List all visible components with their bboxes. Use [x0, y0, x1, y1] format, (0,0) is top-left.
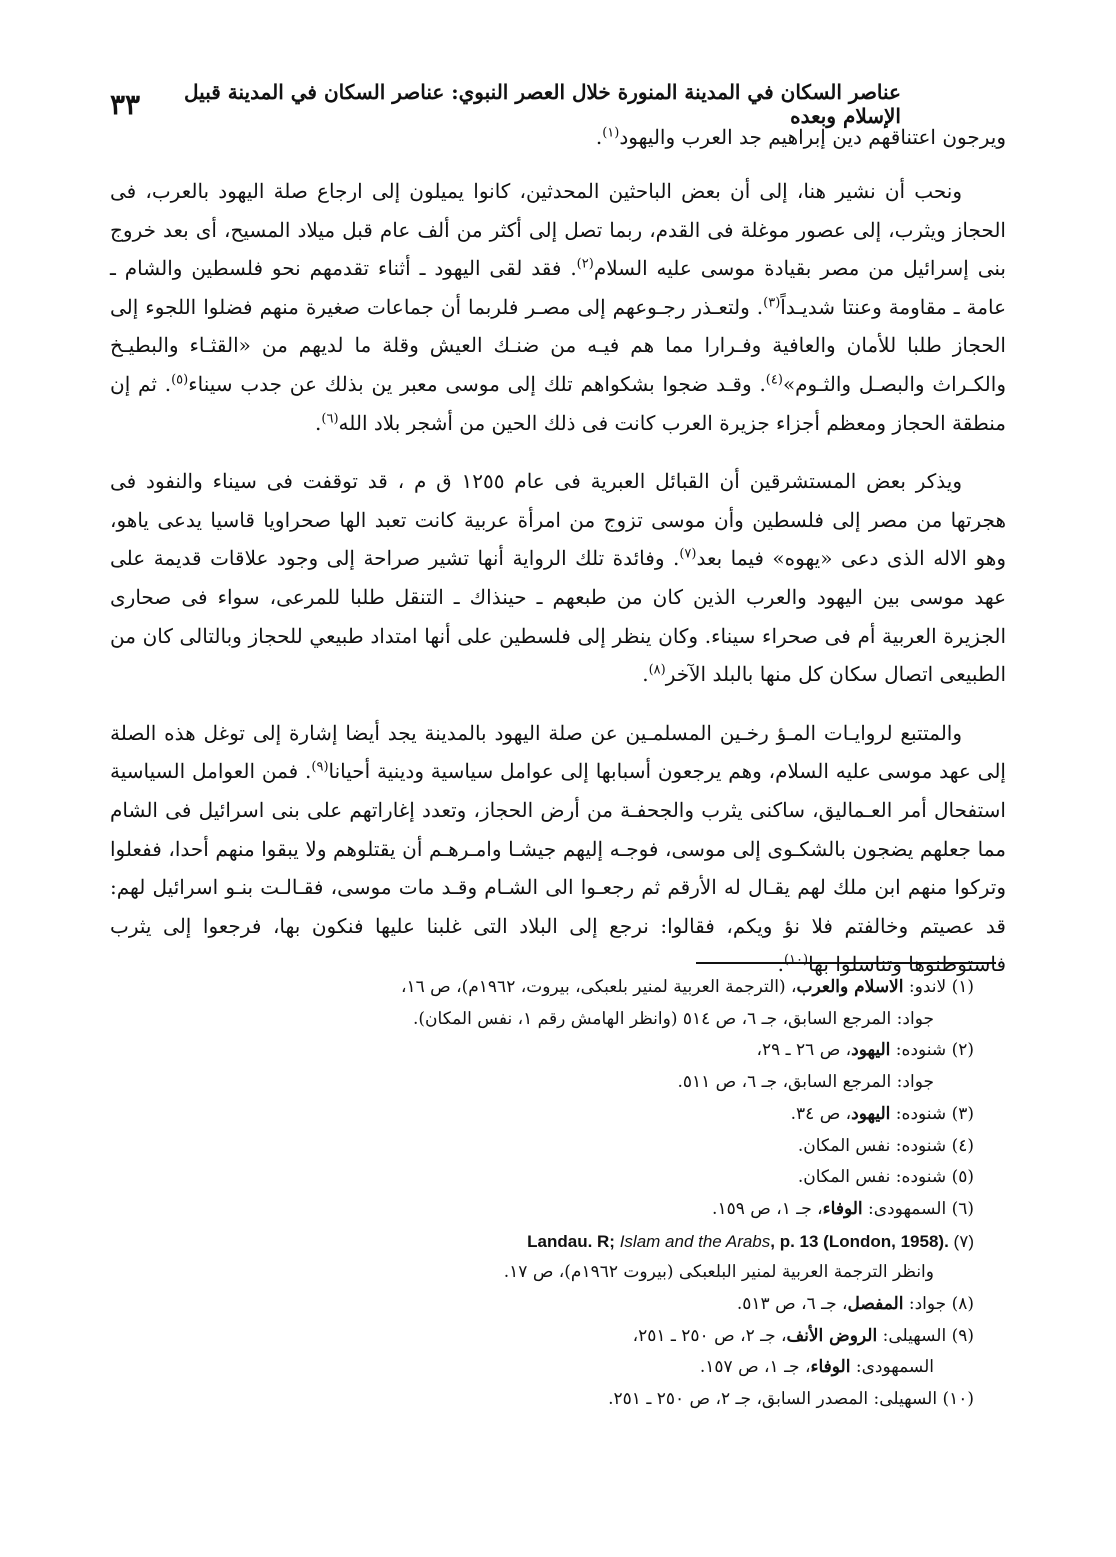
carry-text: ويرجون اعتناقهم دين إبراهيم جد العرب واليهود — [619, 125, 1006, 149]
footnotes — [130, 972, 974, 1416]
paragraph-text: . — [777, 952, 784, 977]
paragraph-text: . وفائدة تلك الرواية أنها تشير صراحة إلى وجود علاقات قديمة على عهد موسى بين اليهود والعرب الذين كان من طبعهم ـ حينذاك ـ التنقل طلبا للمرعى، سواء فى صحارى الجزيرة العربية أم فى صحراء سيناء. وكان ينظر إلى فلسطين على أنها امتداد طبيعي للحجاز وبالتالى كان من الطبيعى اتصال سكان كل منها بالبلد الآخر — [110, 546, 1007, 687]
footnote — [130, 1321, 974, 1353]
footnote-text: ، ص ٣٤. — [790, 1103, 852, 1124]
footnote — [130, 1099, 974, 1131]
footnote-work-title: المفصل — [847, 1294, 904, 1315]
footnote-text: جواد: المرجع السابق، جـ ٦، ص ٥١٤ (وانظر الهامش رقم ١، نفس المكان). — [413, 1008, 934, 1029]
paragraph-text: ويذكر بعض المستشرقين أن القبائل العبرية فى عام ١٢٥٥ ق م ، قد توقفت فى سيناء والنفود فى هجرتها من مصر إلى فلسطين وأن موسى تزوج من امرأة عربية كانت تعبد الها صحراويا قاسيا يدعى ياهو، وهو الاله الذى دعى «يهوه» فيما بعد — [110, 469, 1007, 571]
footnote-ref: (٨) — [648, 662, 666, 678]
footnote-ref: (٦) — [321, 410, 339, 426]
footnote — [130, 1162, 974, 1194]
footnote-title: Islam and the Arabs — [619, 1231, 771, 1251]
footnote-text: (٢) شنوده: — [890, 1040, 974, 1061]
footnote — [130, 1131, 974, 1163]
footnote-ref: (٥) — [171, 372, 189, 388]
footnote — [130, 1226, 974, 1258]
paragraph-text: . وقـد ضجوا بشكواهم تلك إلى موسى معبر ين بذلك عن جدب سيناء — [188, 371, 766, 396]
footnote-text: جواد: المرجع السابق، جـ ٦، ص ٥١١. — [677, 1072, 934, 1093]
page-header — [110, 80, 901, 128]
footnote — [130, 1384, 974, 1416]
carry-end: . — [595, 125, 603, 149]
footnote-ref: (١٠) — [783, 952, 809, 968]
footnote-separator — [696, 962, 996, 964]
footnote-text: (٨) جواد: — [903, 1294, 974, 1315]
footnote — [130, 1194, 974, 1226]
paragraph-text: والمتتبع لروايـات المـؤ رخـين المسلمـين عن صلة اليهود بالمدينة يجد أيضا إشارة إلى توغل هذه الصلة إلى عهد موسى عليه السلام، وهم يرجعون أسبابها إلى عوامل سياسية ودينية أحيانا — [110, 720, 1006, 784]
footnote-text: وانظر الترجمة العربية لمنير البلعبكى (بيروت ١٩٦٢م)، ص ١٧. — [503, 1262, 934, 1283]
footnote-text: ، جـ ٦، ص ٥١٣. — [736, 1294, 848, 1315]
footnote-continuation — [130, 1067, 974, 1099]
footnote-text: (٦) السمهودى: — [862, 1198, 974, 1219]
footnote-number: (٧) — [953, 1231, 974, 1251]
paragraph-text: . — [642, 662, 649, 687]
footnote — [130, 972, 974, 1004]
footnote — [130, 1035, 974, 1067]
footnote-work-title: الوفاء — [810, 1357, 851, 1378]
footnote-text: (٥) شنوده: نفس المكان. — [797, 1167, 974, 1188]
footnote-continuation — [130, 1257, 974, 1289]
footnote-text: ، جـ ١، ص ١٥٩. — [712, 1198, 823, 1219]
body-text — [110, 172, 1006, 1004]
paragraph-text: ونحب أن نشير هنا، إلى أن بعض الباحثين المحدثين، كانوا يميلون إلى ارجاع صلة اليهود بالعرب، فى الحجاز ويثرب، إلى عصور موغلة فى القدم، ربما تصل إلى أكثر من ألف عام قبل ميلاد المسيح، أى بعد خروج بنى إسرائيل من مصر بقيادة موسى عليه السلام — [110, 179, 1006, 281]
footnote-ref: (١) — [602, 125, 620, 141]
footnote-ref: (٧) — [679, 546, 697, 562]
carried-over-line — [110, 122, 1006, 152]
footnote-text: (٣) شنوده: — [890, 1103, 974, 1124]
footnote-text: السمهودى: — [850, 1357, 934, 1378]
page-number: ٣٣ — [110, 87, 141, 121]
footnote-text: ، جـ ٢، ص ٢٥٠ ـ ٢٥١، — [632, 1325, 787, 1346]
footnote-text: ، ص ٢٦ ـ ٢٩، — [756, 1040, 852, 1061]
footnote-work-title: الروض الأنف — [786, 1325, 878, 1346]
footnote-continuation — [130, 1004, 974, 1036]
paragraph — [110, 462, 1006, 694]
paragraph — [110, 714, 1006, 984]
paragraph-text: . ولتعـذر رجـوعهم إلى مصـر فلربما أن جماعات صغيرة منهم فضلوا اللجوء إلى الحجاز طلبا للأمان والعافية وفـرارا مما هم فيـه من ضنـك العيش وقلة ما لديهم من «القثـاء والبطيـخ والكـراث والبصـل والثـوم» — [110, 294, 1006, 396]
footnote-author: Landau. R; — [527, 1231, 620, 1251]
paragraph-text: . ثم إن منطقة الحجاز ومعظم أجزاء جزيرة العرب كانت فى ذلك الحين من أشجر بلاد الله — [110, 371, 1006, 435]
paragraph-text: . — [315, 410, 322, 435]
running-title: عناصر السكان في المدينة المنورة خلال العصر النبوي: عناصر السكان في المدينة قبيل الإسلام وبعده — [184, 80, 901, 128]
footnote-ref: (٢) — [576, 256, 594, 272]
paragraph-text: . فقد لقى اليهود ـ أثناء تقدمهم نحو فلسطين والشام ـ عامة ـ مقاومة وعنتا شديـداً — [110, 256, 1006, 319]
footnote-continuation — [130, 1352, 974, 1384]
footnote-text: (٤) شنوده: نفس المكان. — [797, 1135, 974, 1156]
footnote-work-title: الاسلام والعرب — [796, 977, 904, 997]
footnote-details: , p. 13 (London, 1958). — [770, 1231, 954, 1251]
footnote-work-title: اليهود — [851, 1040, 891, 1061]
footnote-text: (٩) السهيلى: — [877, 1325, 974, 1346]
footnote-text: ، (الترجمة العربية لمنير بلعبكى، بيروت، ١٩٦٢م)، ص ١٦، — [401, 977, 797, 997]
footnote-work-title: الوفاء — [822, 1198, 863, 1219]
paragraph-text: . فمن العوامل السياسية استفحال أمر العـماليق، ساكنى يثرب والجحفـة من أرض الحجاز، وتعدد إغاراتهم على بنى اسرائيل فى الشام مما جعلهم يضجون بالشكـوى إلى موسى، فوجـه إليهم جيشـا وامـرهـم أن يقتلوهم ولا يبقوا منهم أحدا، ففعلوا وتركوا منهم ابن ملك لهم يقـال له الأرقم ثم رجعـوا الى الشـام وقـد مات موسى، فقـالـت بنـو اسرائيل لهم: قد عصيتم وخالفتم فلا نؤ ويكم، فقالوا: نرجع إلى البلاد التى غلبنا عليها فنكون بها، فرجعوا إلى يثرب فاستوطنوها وتناسلوا بها — [110, 759, 1006, 977]
footnote-ref: (٤) — [765, 372, 783, 388]
footnote-ref: (٩) — [311, 759, 329, 775]
paragraph — [110, 172, 1006, 442]
footnote-text: (١٠) السهيلى: المصدر السابق، جـ ٢، ص ٢٥٠ ـ ٢٥١. — [608, 1389, 974, 1410]
footnote-work-title: اليهود — [851, 1103, 891, 1124]
footnote-ref: (٣) — [763, 295, 781, 311]
footnote-text: ، جـ ١، ص ١٥٧. — [699, 1357, 811, 1378]
footnote — [130, 1289, 974, 1321]
footnote-text: (١) لاندو: — [903, 977, 974, 997]
